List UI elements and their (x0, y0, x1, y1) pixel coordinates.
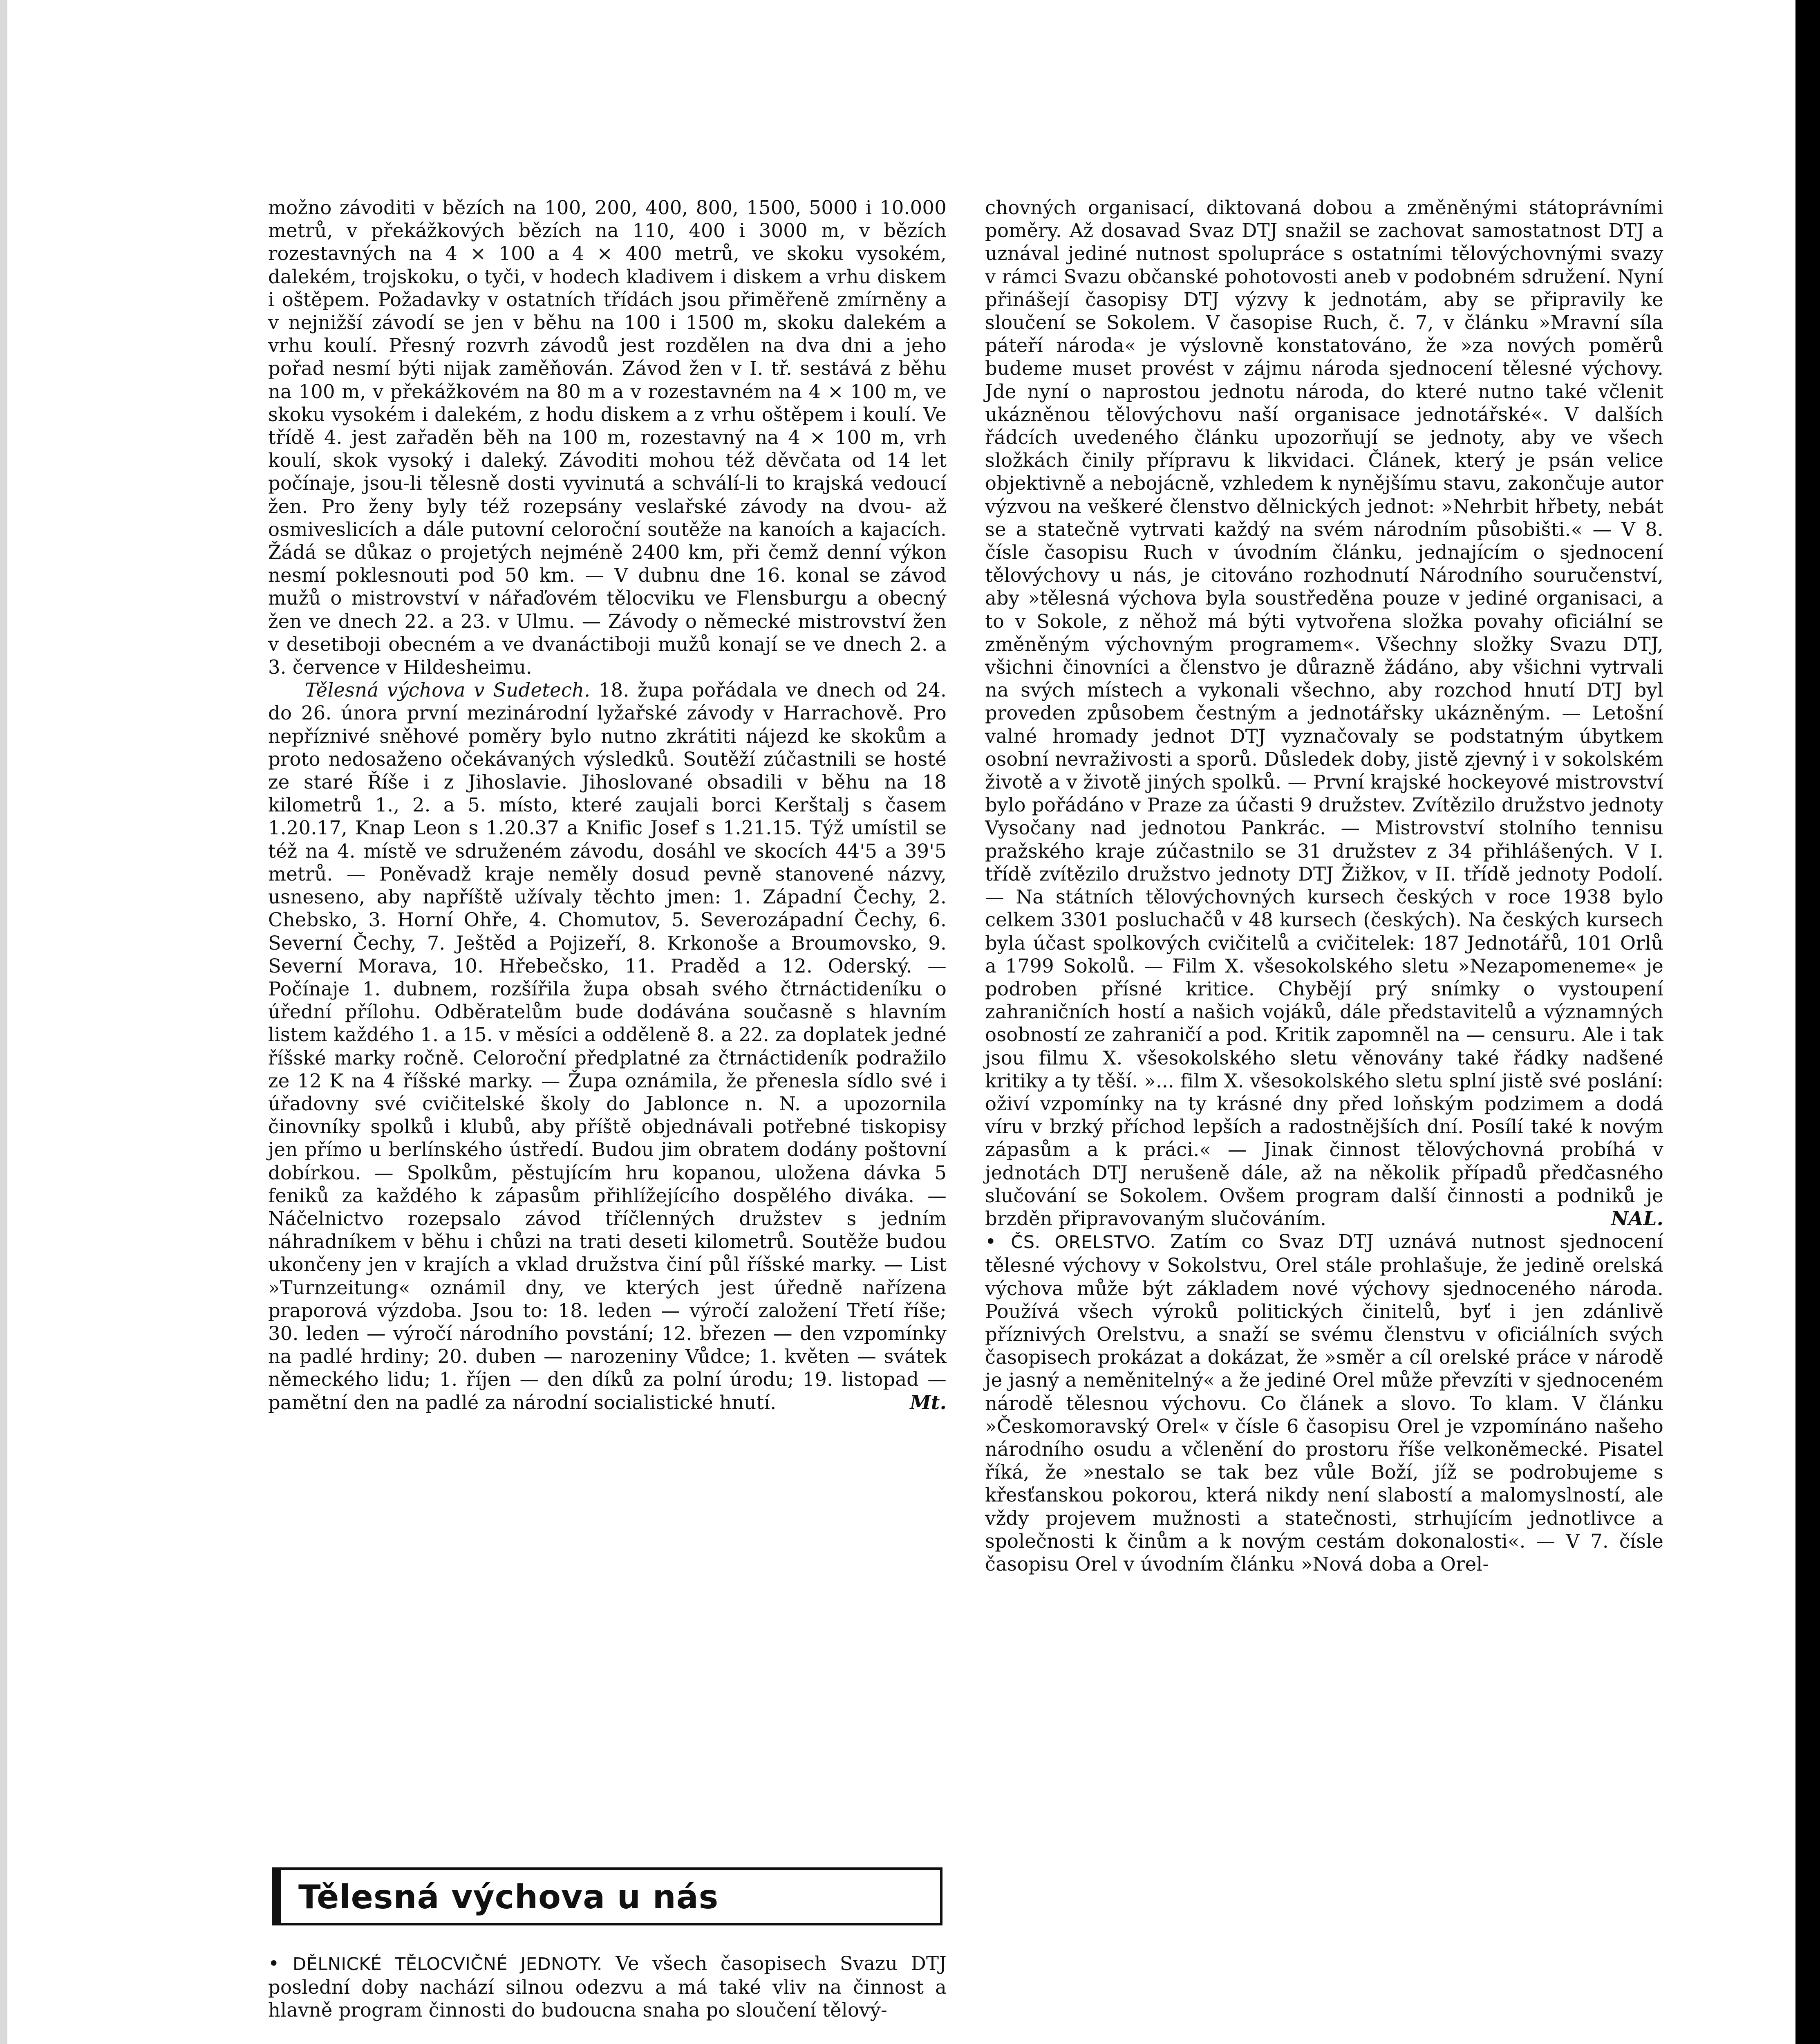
sudety-lead: Tělesná výchova v Sudetech. (305, 679, 591, 702)
sudety-paragraph (268, 679, 947, 1414)
right-column (985, 196, 1663, 1576)
orel-paragraph (985, 1230, 1663, 1576)
sudety-signature: Mt. (910, 1391, 947, 1414)
dtj-signature: NAL. (1611, 1207, 1663, 1230)
left-column (268, 196, 947, 1414)
bullet-icon: • (268, 1952, 280, 1975)
section-title: Tělesná výchova u nás (298, 1878, 719, 1916)
left-paragraph-1: možno závoditi v bězích na 100, 200, 400, 800, 1500, 5000 i 10.000 metrů, v překážkových bězích na 110, 400 i 3000 m, v bězích rozestavných na 4 × 100 a 4 × 400 metrů, ve skoku vysokém, dalekém, trojskoku, o tyči, v hodech kladivem i diskem a vrhu diskem i oštěpem. Požadavky v ostatních třídách jsou přiměřeně zmírněny a v nejnižší závodí se jen v běhu na 100 i 1500 m, skoku dalekém a vrhu koulí. Přesný rozvrh závodů jest rozdělen na dva dni a jeho pořad nesmí býti nijak zaměňován. Závod žen v I. tř. sestává z běhu na 100 m, v překážkovém na 80 m a v rozestavném na 4 × 100 m, ve skoku vysokém i dalekém, z hodu diskem a z vrhu oštěpem i koulí. Ve třídě 4. jest zařaděn běh na 100 m, rozestavný na 4 × 100 m, vrh koulí, skok vysoký i daleký. Závoditi mohou též děvčata od 14 let počínaje, jsou-li tělesně dosti vyvinutá a schválí-li to krajská vedoucí žen. Pro ženy byly též rozepsány veslařské závody na dvou- až osmiveslicích a dále putovní celoroční soutěže na kanoích a kajacích. Žádá se důkaz o projetých nejméně 2400 km, při čemž denní výkon nesmí poklesnouti pod 50 km. — V dubnu dne 16. konal se závod mužů o mistrovství v nářaďovém tělocviku ve Flensburgu a obecný žen ve dnech 22. a 23. v Ulmu. — Závody o německé mistrovství žen v desetiboji obecném a ve dvanáctiboji mužů konají se ve dnech 2. a 3. července v Hildesheimu. (268, 197, 947, 679)
section-heading-bar (275, 1870, 281, 1923)
dtj-lead: DĚLNICKÉ TĚLOCVIČNÉ JEDNOTY. (292, 1954, 603, 1975)
orel-text: Zatím co Svaz DTJ uznává nutnost sjednocení tělesné výchovy v Sokolstvu, Orel stále prohlašuje, že jedině orelská výchova může být základem nové výchovy sjednoceného národa. Používá všech výroků politických činitelů, byť i jen zdánlivě příznivých Orelstvu, a snaží se svému členstvu v oficiálních svých časopisech prokázat a dokázat, že »směr a cíl orelské práce v národě je jasný a neměnitelný« a že jediné Orel může převzíti v sjednoceném národě tělesnou výchovu. Co článek a slovo. To klam. V článku »Českomoravský Orel« v čísle 6 časopisu Orel je vzpomínáno našeho národního osudu a včlenění do prostoru říše velkoněmecké. Pisatel říká, že »nestalo se tak bez vůle Boží, jíž se podrobujeme s křesťanskou pokorou, která nikdy není slabostí a malomyslností, ale vždy projevem mužnosti a statečnosti, strhujícím jednotlivce a společnosti k činům a k novým cestám dokonalosti«. — V 7. čísle časopisu Orel v úvodním článku »Nová doba a Orel- (985, 1230, 1663, 1575)
dtj-continuation (985, 196, 1663, 1230)
orel-lead: ČS. ORELSTVO. (1011, 1232, 1156, 1253)
sudety-text: 18. župa pořádala ve dnech od 24. do 26. února první mezinárodní lyžařské závody v Harrachově. Pro nepříznivé sněhové poměry bylo nutno zkrátiti nájezd ke skokům a proto nedosaženo očekávaných výsledků. Soutěží zúčastnili se hosté ze staré Říše i z Jihoslavie. Jihoslované obsadili v běhu na 18 kilometrů 1., 2. a 5. místo, které zaujali borci Kerštalj s časem 1.20.17, Knap Leon s 1.20.37 a Knific Josef s 1.21.15. Týž umístil se též na 4. místě ve sdruženém závodu, dosáhl ve skocích 44'5 a 39'5 metrů. — Poněvadž kraje neměly dosud pevně stanovené názvy, usneseno, aby napříště užívaly těchto jmen: 1. Západní Čechy, 2. Chebsko, 3. Horní Ohře, 4. Chomutov, 5. Severozápadní Čechy, 6. Severní Čechy, 7. Ještěd a Pojizeří, 8. Krkonoše a Broumovsko, 9. Severní Morava, 10. Hřebečsko, 11. Praděd a 12. Oderský. — Počínaje 1. dubnem, rozšířila župa obsah svého čtrnáctideníku o úřední přílohu. Odběratelům bude dodávána současně s hlavním listem každého 1. a 15. v měsíci a odděleně 8. a 22. za doplatek jedné říšské marky ročně. Celoroční předplatné za čtrnáctideník podražilo ze 12 K na 4 říšské marky. — Župa oznámila, že přenesla sídlo své i úřadovny své cvičitelské školy do Jablonce n. N. a upozornila činovníky spolků i klubů, aby příště objednávali potřebné tiskopisy jen přímo u berlínského ústředí. Budou jim obratem dodány poštovní dobírkou. — Spolkům, pěstujícím hru kopanou, uložena dávka 5 feniků za každého k zápasům přihlížejícího dospělého diváka. — Náčelnictvo rozepsalo závod tříčlenných družstev s jedním náhradníkem v běhu i chůzi na trati deseti kilometrů. Soutěže budou ukončeny jen v krajích a vklad družstva činí půl říšské marky. — List »Turnzeitung« oznámil dny, ve kterých jest úředně nařízena praporová výzdoba. Jsou to: 18. leden — výročí založení Třetí říše; 30. leden — výročí národního povstání; 12. březen — den vzpomínky na padlé hrdiny; 20. duben — narozeniny Vůdce; 1. květen — svátek německého lidu; 1. říjen — den díků za polní úrodu; 19. listopad — pamětní den na padlé za národní socialistické hnutí. (268, 679, 947, 1414)
left-column-lower (268, 1952, 947, 2022)
dtj-text: Ve všech časopisech Svazu DTJ poslední doby nachází silnou odezvu a má také vliv na činnost a hlavně program činnosti do budoucna snaha po sloučení tělový- (268, 1952, 947, 2022)
dtj-continuation-text: chovných organisací, diktovaná dobou a změněnými státoprávními poměry. Až dosavad Svaz DTJ snažil se zachovat samostatnost DTJ a uznával jediné nutnost spolupráce s ostatními tělovýchovnými svazy v rámci Svazu občanské pohotovosti aneb v podobném sdružení. Nyní přinášejí časopisy DTJ výzvy k jednotám, aby se připravily ke sloučení se Sokolem. V časopise Ruch, č. 7, v článku »Mravní síla páteří národa« je výslovně konstatováno, že »za nových poměrů budeme muset provést v zájmu národa sjednocení tělesné výchovy. Jde nyní o naprostou jednotu národa, do které nutno také včlenit ukázněnou tělovýchovu naší organisace jednotářské«. V dalších řádcích uvedeného článku upozorňují se jednoty, aby ve všech složkách činily přípravu k likvidaci. Článek, který je psán velice objektivně a nebojácně, vzhledem k nynějšímu stavu, zakončuje autor výzvou na veškeré členstvo dělnických jednot: »Nehrbit hřbety, nebát se a statečně vytrvati každý na svém národním působišti.« — V 8. čísle časopisu Ruch v úvodním článku, jednajícím o sjednocení tělovýchovy u nás, je citováno rozhodnutí Národního souručenství, aby »tělesná výchova byla soustředěna pouze v jediné organisaci, a to v Sokole, z něhož má býti vytvořena složka povahy oficiální se změněným výchovným programem«. Všechny složky Svazu DTJ, všichni činovníci a členstvo je důrazně žádáno, aby všichni vytrvali na svých místech a vykonali všechno, aby rozchod hnutí DTJ byl proveden způsobem čestným a jednotářsky ukázněným. — Letošní valné hromady jednot DTJ vyznačovaly se podstatným úbytkem osobní nevraživosti a sporů. Důsledek doby, jistě zjevný i v sokolském životě a v životě jiných spolků. — První krajské hockeyové mistrovství bylo pořádáno v Praze za účasti 9 družstev. Zvítězilo družstvo jednoty Vysočany nad jednotou Pankrác. — Mistrovství stolního tennisu pražského kraje zúčastnilo se 31 družstev z 34 přihlášených. V I. třídě zvítězilo družstvo jednoty DTJ Žižkov, v II. třídě jednoty Podolí. — Na státních tělovýchovných kursech českých v roce 1938 bylo celkem 3301 posluchačů v 48 kursech (českých). Na českých kursech byla účast spolkových cvičitelů a cvičitelek: 187 Jednotářů, 101 Orlů a 1799 Sokolů. — Film X. všesokolského sletu »Nezapomeneme« je podroben přísné kritice. Chybějí prý snímky o vystoupení zahraničních hostí a našich vojáků, dále představitelů a významných osobností ze zahraničí a pod. Kritik zapomněl na — censuru. Ale i tak jsou filmu X. všesokolského sletu věnovány také řádky nadšené kritiky a ty těší. »... film X. všesokolského sletu splní jistě své poslání: oživí vzpomínky na ty krásné dny před loňským podzimem a dodá víru v brzký příchod lepších a radostnějších dní. Posílí také k novým zápasům a k práci.« — Jinak činnost tělovýchovná probíhá v jednotách DTJ nerušeně dále, až na několik případů předčasného slučování se Sokolem. Ovšem program další činnosti a podniků je brzděn připravovaným slučováním. (985, 197, 1663, 1230)
dtj-paragraph (268, 1952, 947, 2022)
section-heading-box (272, 1867, 942, 1925)
bullet-icon: • (985, 1230, 996, 1253)
